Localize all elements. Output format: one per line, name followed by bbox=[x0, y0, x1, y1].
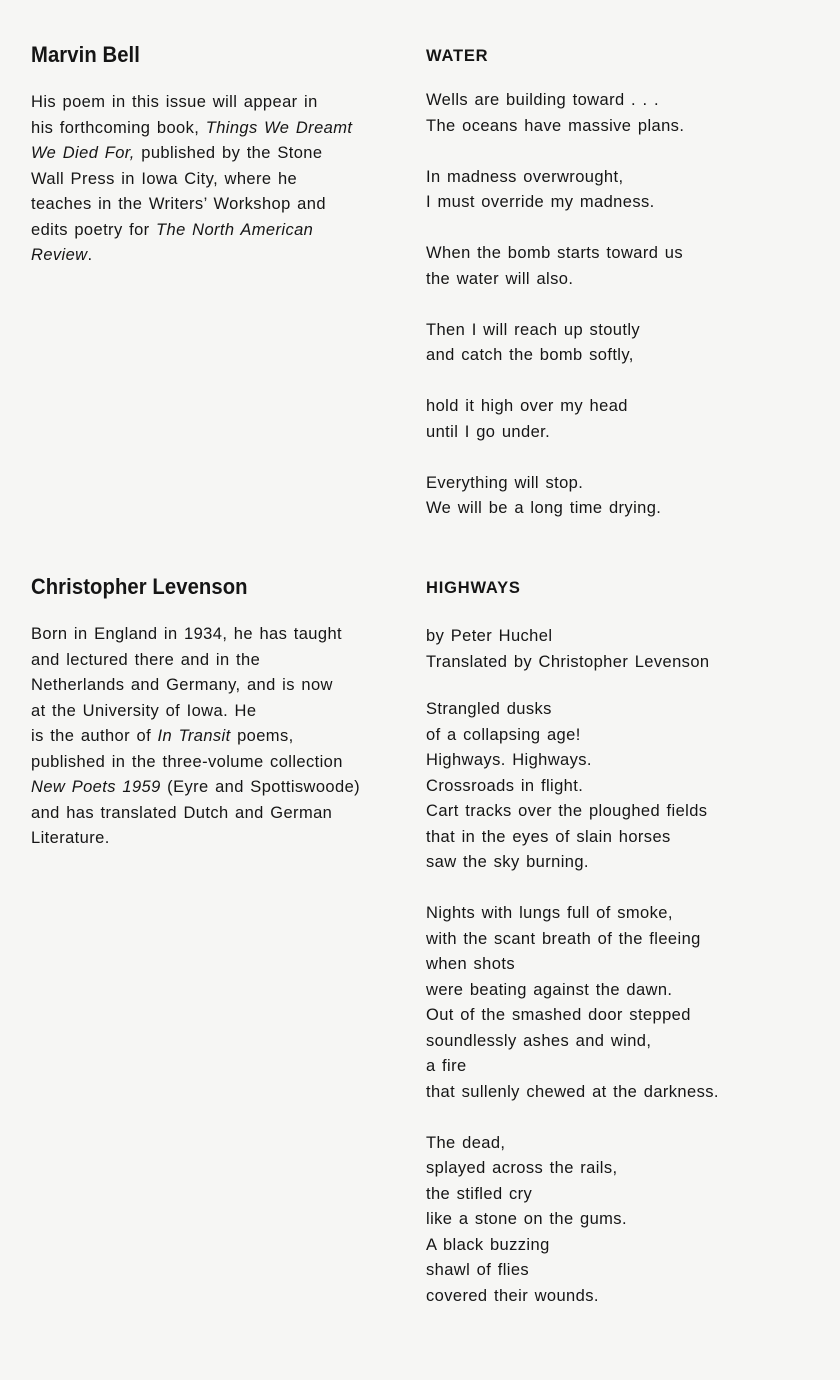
poem-line: We will be a long time drying. bbox=[426, 499, 662, 517]
author-credit: by Peter Huchel bbox=[426, 627, 553, 645]
poem-line: saw the sky burning. bbox=[426, 853, 589, 871]
bio-line: edits poetry for The North American bbox=[31, 220, 314, 239]
bio-line: We Died For, published by the Stone bbox=[31, 144, 323, 162]
poem-line: Then I will reach up stoutly bbox=[426, 320, 641, 339]
poem-stanza bbox=[426, 88, 826, 139]
bio-line: Review. bbox=[31, 246, 93, 264]
poem-line: Out of the smashed door stepped bbox=[426, 1006, 691, 1024]
poem-line: covered their wounds. bbox=[426, 1286, 599, 1305]
poem-line: like a stone on the gums. bbox=[426, 1210, 627, 1228]
bio-line: New Poets 1959 (Eyre and Spottiswoode) bbox=[31, 778, 361, 796]
poem-line: that sullenly chewed at the darkness. bbox=[426, 1082, 719, 1101]
book-title: We Died For, bbox=[31, 144, 135, 162]
poet-name: Marvin Bell bbox=[31, 42, 141, 67]
poem-column bbox=[426, 578, 826, 1335]
poem-stanza bbox=[426, 901, 826, 1105]
bio-line: Literature. bbox=[31, 829, 110, 847]
poem-line: Cart tracks over the ploughed fields bbox=[426, 802, 708, 820]
poem-byline bbox=[426, 624, 826, 675]
book-title: New Poets 1959 bbox=[31, 778, 161, 796]
translator-credit: Translated by Christopher Levenson bbox=[426, 652, 710, 671]
poem-title: HIGHWAYS bbox=[426, 579, 521, 597]
bio-line: His poem in this issue will appear in bbox=[31, 93, 318, 111]
poem-line: shawl of flies bbox=[426, 1261, 530, 1279]
poem-line: that in the eyes of slain horses bbox=[426, 827, 671, 846]
bio-line: his forthcoming book, Things We Dreamt bbox=[31, 118, 353, 137]
poem-line: hold it high over my head bbox=[426, 397, 628, 415]
poem-line: were beating against the dawn. bbox=[426, 980, 673, 999]
poem-line: when shots bbox=[426, 955, 515, 973]
poem-stanza bbox=[426, 394, 826, 445]
poem-line: a fire bbox=[426, 1057, 467, 1075]
poet-bio bbox=[31, 90, 411, 269]
poem-line: splayed across the rails, bbox=[426, 1159, 618, 1177]
poem-line: Nights with lungs full of smoke, bbox=[426, 904, 673, 922]
bio-line: Wall Press in Iowa City, where he bbox=[31, 169, 298, 188]
poem-stanza bbox=[426, 318, 826, 369]
poem-line: Highways. Highways. bbox=[426, 751, 592, 769]
poem-line: and catch the bomb softly, bbox=[426, 346, 634, 364]
book-title: The North American bbox=[156, 220, 314, 239]
poem-line: Everything will stop. bbox=[426, 473, 584, 492]
bio-line: and has translated Dutch and German bbox=[31, 803, 333, 822]
poem-stanza bbox=[426, 471, 826, 522]
poem-line: the water will also. bbox=[426, 269, 574, 288]
poem-column bbox=[426, 46, 826, 547]
poem-line: In madness overwrought, bbox=[426, 167, 624, 186]
poem-line: The dead, bbox=[426, 1133, 506, 1152]
poem-line: A black buzzing bbox=[426, 1235, 550, 1254]
poem-line: The oceans have massive plans. bbox=[426, 116, 685, 135]
book-title: Things We Dreamt bbox=[205, 118, 353, 137]
poem-line: I must override my madness. bbox=[426, 193, 655, 211]
poet-bio bbox=[31, 622, 411, 852]
poem-line: soundlessly ashes and wind, bbox=[426, 1031, 652, 1050]
bio-line: Netherlands and Germany, and is now bbox=[31, 676, 333, 694]
poem-body bbox=[426, 697, 826, 1309]
contributor-bio-column bbox=[31, 572, 411, 852]
poem-stanza bbox=[426, 241, 826, 292]
poem-title: WATER bbox=[426, 47, 489, 65]
book-title: Review bbox=[31, 246, 88, 264]
bio-line: Born in England in 1934, he has taught bbox=[31, 625, 343, 643]
poem-line: Strangled dusks bbox=[426, 700, 552, 718]
bio-line: published in the three-volume collection bbox=[31, 752, 343, 771]
poem-line: the stifled cry bbox=[426, 1184, 533, 1203]
bio-line: at the University of Iowa. He bbox=[31, 701, 257, 720]
book-title: In Transit bbox=[157, 727, 231, 745]
poem-line: of a collapsing age! bbox=[426, 725, 581, 744]
poem-stanza bbox=[426, 1131, 826, 1310]
poet-name: Christopher Levenson bbox=[31, 574, 248, 599]
poem-body bbox=[426, 88, 826, 522]
poem-stanza bbox=[426, 697, 826, 876]
bio-line: is the author of In Transit poems, bbox=[31, 727, 294, 745]
poem-line: with the scant breath of the fleeing bbox=[426, 929, 701, 948]
poem-stanza bbox=[426, 165, 826, 216]
bio-line: and lectured there and in the bbox=[31, 650, 261, 669]
poem-line: When the bomb starts toward us bbox=[426, 244, 684, 262]
poem-line: Wells are building toward . . . bbox=[426, 91, 659, 109]
poem-line: until I go under. bbox=[426, 422, 551, 441]
bio-line: teaches in the Writers’ Workshop and bbox=[31, 195, 326, 213]
contributor-bio-column bbox=[31, 40, 411, 269]
poem-line: Crossroads in flight. bbox=[426, 776, 584, 795]
